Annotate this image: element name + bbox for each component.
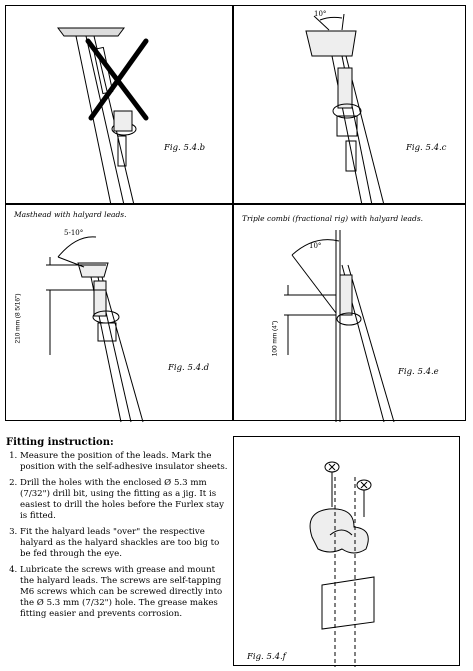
- fitting-heading: Fitting instruction:: [6, 437, 114, 448]
- cross-out-icon: [88, 41, 146, 118]
- fitting-instructions: [6, 437, 228, 625]
- figure-5-4-f: [233, 436, 460, 666]
- figure-caption: Fig. 5.4.f: [247, 652, 286, 662]
- figure-5-4-c-drawing: [234, 6, 467, 205]
- fitting-step: 1. Measure the position of the leads. Mark the position with the self-adhesive insulator sheets.: [20, 451, 228, 473]
- dimension-label: 100 mm (4"): [271, 320, 279, 357]
- figure-title: Triple combi (fractional rig) with halyard leads.: [242, 214, 424, 223]
- figure-caption: Fig. 5.4.b: [164, 143, 206, 153]
- figure-5-4-d-drawing: [6, 205, 234, 422]
- figure-title: Masthead with halyard leads.: [14, 210, 127, 219]
- angle-label: 10°: [309, 242, 322, 250]
- figure-5-4-e: [233, 204, 466, 421]
- figure-5-4-d: [5, 204, 233, 421]
- fitting-steps: [6, 451, 228, 620]
- angle-label: 10°: [314, 10, 327, 18]
- fitting-step: 4. Lubricate the screws with grease and mount the halyard leads. The screws are self-tapping M6 screws which can be screwed directly into the Ø 5.3 mm (7/32") hole. The grease makes fitting easier and prevents corrosion.: [20, 565, 228, 620]
- dimension-label: 210 mm (8 5/16"): [14, 293, 22, 344]
- fitting-step: 2. Drill the holes with the enclosed Ø 5.3 mm (7/32") drill bit, using the fitting as a jig. It is easiest to drill the holes before the Furlex stay is fitted.: [20, 478, 228, 522]
- fitting-step: 3. Fit the halyard leads "over" the respective halyard as the halyard shackles are too big to be fed through the eye.: [20, 527, 228, 560]
- angle-label: 5-10°: [64, 229, 84, 237]
- figure-5-4-e-drawing: [234, 205, 467, 422]
- figure-5-4-b: [5, 5, 233, 204]
- figure-5-4-c: [233, 5, 466, 204]
- figure-5-4-b-drawing: [6, 6, 234, 205]
- figure-caption: Fig. 5.4.c: [406, 143, 447, 153]
- figure-5-4-f-drawing: [234, 437, 461, 667]
- figure-caption: Fig. 5.4.e: [398, 367, 439, 377]
- figure-caption: Fig. 5.4.d: [168, 363, 210, 373]
